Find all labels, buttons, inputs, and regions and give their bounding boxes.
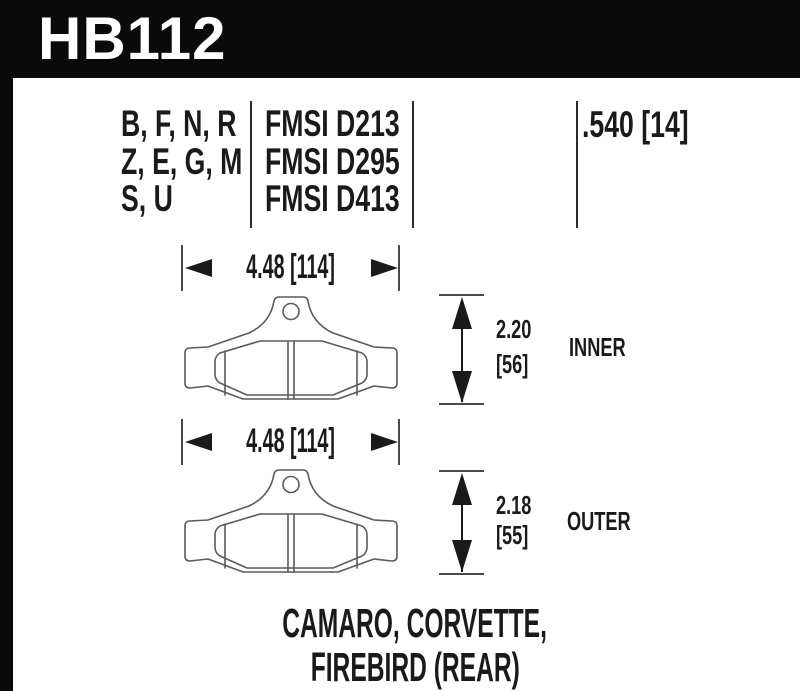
left-border-stripe <box>0 0 13 691</box>
dim-arrow-up-icon <box>452 473 472 505</box>
height-dim-tick-top-inner <box>439 294 484 296</box>
dim-arrow-up-icon <box>452 297 472 329</box>
height-dim-tick-bottom-outer <box>439 573 484 575</box>
brake-pad-drawing-outer <box>181 469 401 575</box>
compound-codes-line-1: B, F, N, R <box>121 103 237 144</box>
height-value-inner: 2.20 <box>496 314 532 344</box>
header-bar <box>0 0 800 78</box>
height-mm-value-outer: [55] <box>496 520 529 550</box>
compound-codes-line-2: Z, E, G, M <box>121 140 243 182</box>
compound-codes-line-3: S, U <box>121 178 173 219</box>
fmsi-line-2: FMSI D295 <box>265 140 400 182</box>
applications-line-1: CAMARO, CORVETTE, <box>282 600 548 646</box>
dim-arrow-down-icon <box>452 540 472 572</box>
width-dimension-label-outer: 4.48 [114] <box>246 422 336 460</box>
pad-thickness-value: .540 [14] <box>582 104 689 145</box>
dim-arrow-down-icon <box>452 371 472 403</box>
pad-position-label-outer: OUTER <box>567 506 631 536</box>
pad-position-label-inner: INNER <box>569 332 626 362</box>
height-dim-tick-bottom-inner <box>439 403 484 405</box>
height-value-outer: 2.18 <box>496 490 532 520</box>
table-divider-2 <box>412 101 414 228</box>
brake-pad-drawing-inner <box>181 296 401 402</box>
fmsi-line-3: FMSI D413 <box>265 178 400 219</box>
height-mm-value-inner: [56] <box>496 349 529 379</box>
height-dim-tick-top-outer <box>439 470 484 472</box>
fmsi-line-1: FMSI D213 <box>265 103 400 144</box>
table-divider-3 <box>576 101 578 228</box>
width-dimension-label-inner: 4.48 [114] <box>246 248 336 286</box>
fmsi-column <box>265 105 452 218</box>
table-divider-1 <box>250 101 252 228</box>
part-number: HB112 <box>38 5 227 72</box>
applications-line-2: FIREBIRD (REAR) <box>310 644 520 690</box>
vehicle-applications <box>115 601 715 689</box>
